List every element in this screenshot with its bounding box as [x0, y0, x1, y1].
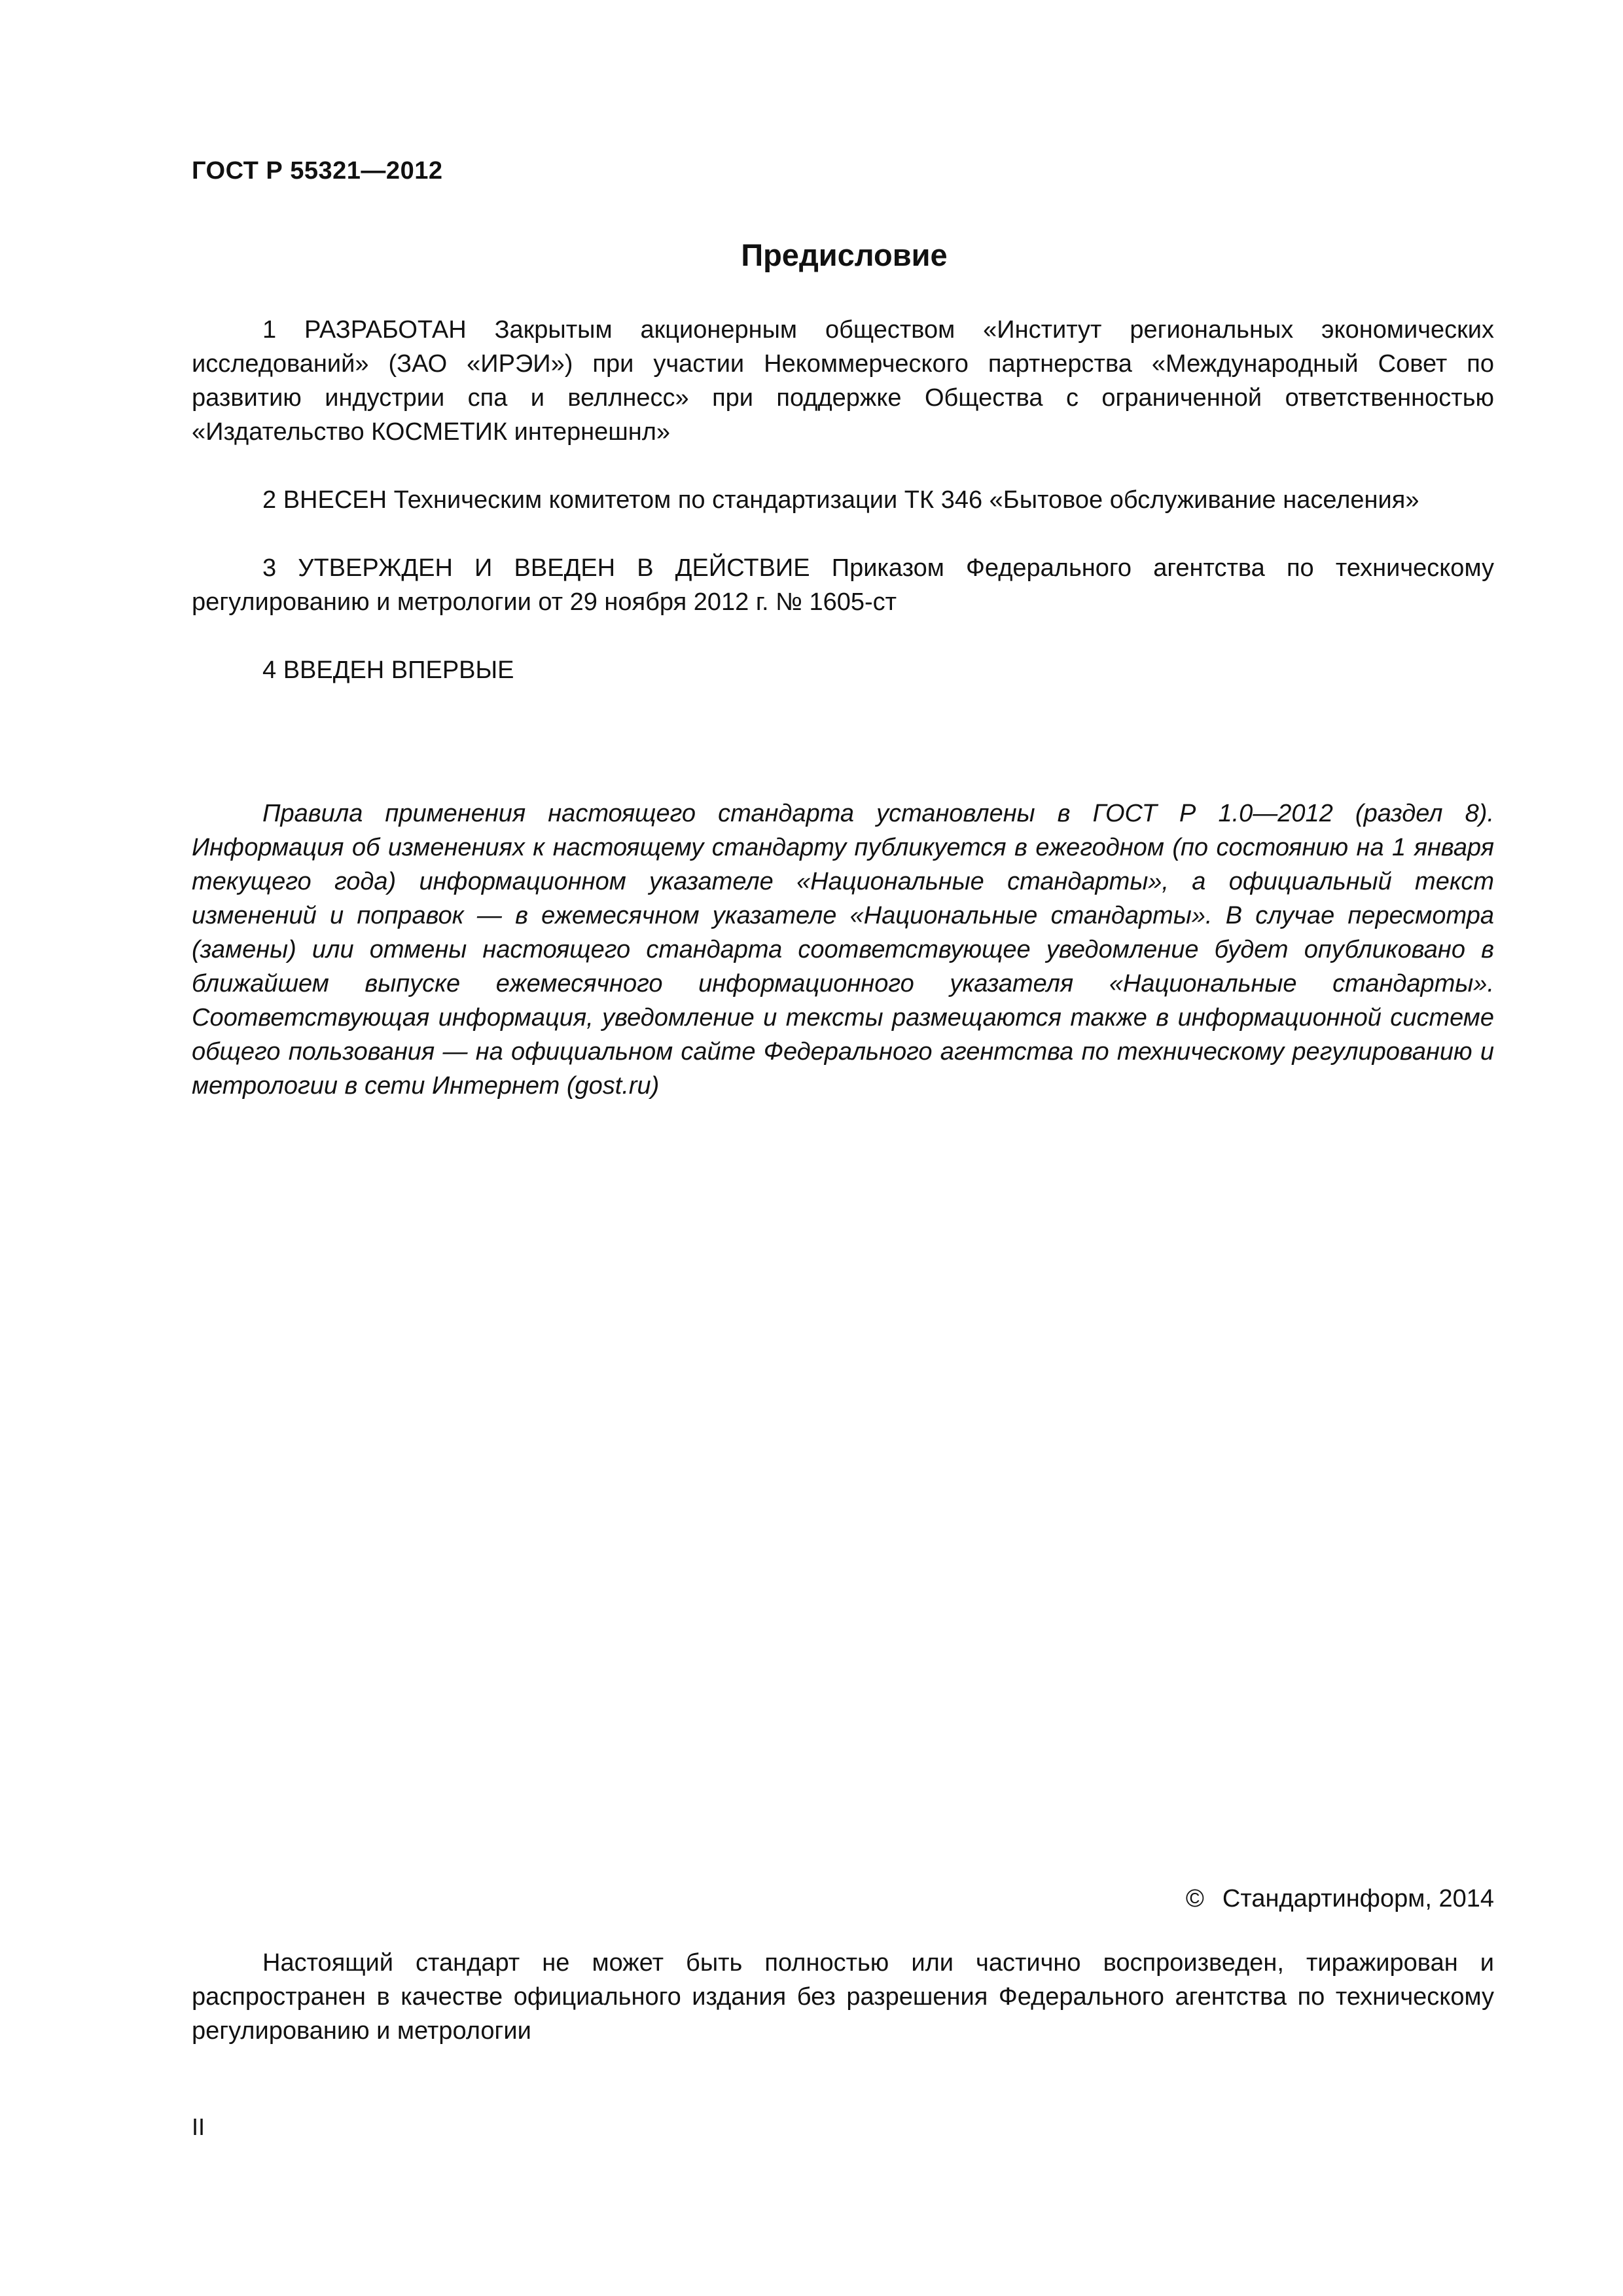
foreword-section — [192, 313, 1494, 721]
foreword-title: Предисловие — [741, 238, 948, 272]
page-number: II — [192, 2113, 205, 2140]
foreword-item-developed: 1 РАЗРАБОТАН Закрытым акционерным обществом «Институт региональных экономических исследований» (ЗАО «ИРЭИ») при участии Некоммерческого партнерства «Международный Совет по развитию индустрии спа и веллнесс» при поддержке Общества с ограниченной ответственностью «Издательство КОСМЕТИК интернешнл» — [192, 316, 1494, 446]
document-code: ГОСТ Р 55321—2012 — [192, 157, 443, 185]
copyright-text: Стандартинформ, 2014 — [1222, 1885, 1494, 1912]
reproduction-notice: Настоящий стандарт не может быть полностью или частично воспроизведен, тиражирован и распространен в качестве официального издания без разрешения Федерального агентства по техническому регулированию и метрологии — [192, 1949, 1494, 2045]
foreword-item-first-introduced: 4 ВВЕДЕН ВПЕРВЫЕ — [262, 656, 514, 684]
copyright-line — [1186, 1885, 1494, 1913]
foreword-item-introduced: 2 ВНЕСЕН Техническим комитетом по стандартизации ТК 346 «Бытовое обслуживание населения» — [262, 486, 1419, 514]
reproduction-notice-section — [192, 1946, 1494, 2048]
rules-notice: Правила применения настоящего стандарта установлены в ГОСТ Р 1.0—2012 (раздел 8). Информация об изменениях к настоящему стандарту публикуется в ежегодном (по состоянию на 1 января текущего года) информационном указателе «Национальные стандарты», а официальный текст изменений и поправок — в ежемесячном указателе «Национальные стандарты». В случае пересмотра (замены) или отмены настоящего стандарта соответствующее уведомление будет опубликовано в ближайшем выпуске ежемесячного информационного указателя «Национальные стандарты». Соответствующая информация, уведомление и тексты размещаются также в информационной системе общего пользования — на официальном сайте Федерального агентства по техническому регулированию и метрологии в сети Интернет (gost.ru) — [192, 800, 1494, 1100]
rules-notice-section — [192, 797, 1494, 1103]
copyright-symbol: © — [1185, 1885, 1204, 1912]
foreword-item-approved: 3 УТВЕРЖДЕН И ВВЕДЕН В ДЕЙСТВИЕ Приказом Федерального агентства по техническому регулированию и метрологии от 29 ноября 2012 г. № 1605-ст — [192, 554, 1494, 616]
